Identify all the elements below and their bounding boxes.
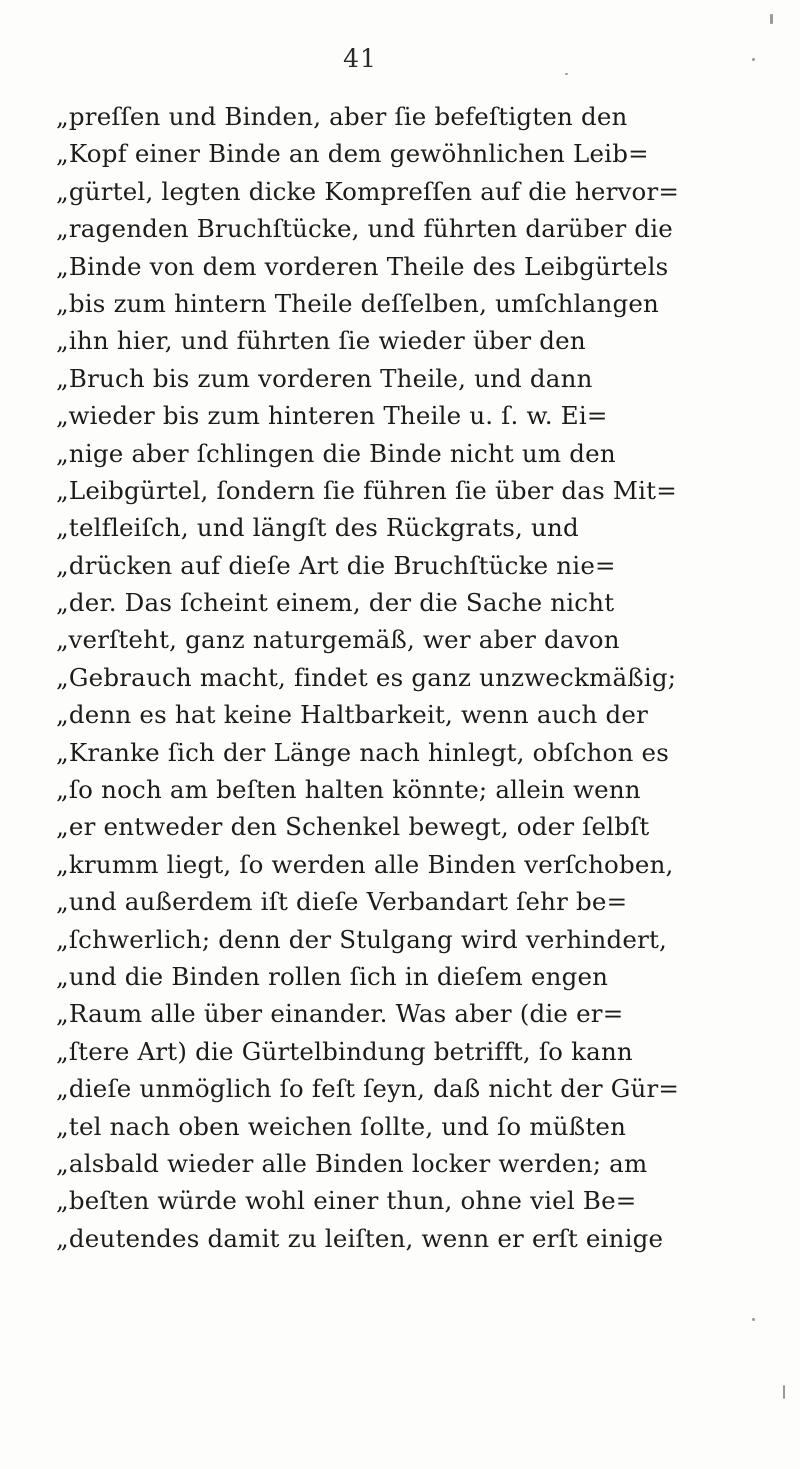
text-line: „und außerdem iſt dieſe Verbandart ſehr be=: [56, 887, 628, 917]
paper-speck: [752, 1318, 755, 1321]
text-line: „telfleiſch, und längſt des Rückgrats, und: [56, 513, 579, 543]
text-line: „Binde von dem vorderen Theile des Leibgürtels: [56, 251, 669, 281]
text-line: „Kranke ſich der Länge nach hinlegt, obſchon es: [56, 737, 670, 767]
text-line: „Gebrauch macht, findet es ganz unzweckmäßig;: [56, 662, 677, 692]
text-line: „Kopf einer Binde an dem gewöhnlichen Leib=: [56, 139, 649, 169]
text-line: „wieder bis zum hinteren Theile u. ſ. w. Ei=: [56, 401, 608, 431]
text-line: „alsbald wieder alle Binden locker werden; am: [56, 1148, 648, 1178]
text-line: „er entweder den Schenkel bewegt, oder ſelbſt: [56, 812, 650, 842]
text-line: „denn es hat keine Haltbarkeit, wenn auch der: [56, 700, 648, 730]
text-line: „Raum alle über einander. Was aber (die er=: [56, 999, 624, 1029]
paper-speck: [752, 58, 755, 61]
text-line: „verſteht, ganz naturgemäß, wer aber davon: [56, 625, 620, 655]
text-line: „beſten würde wohl einer thun, ohne viel Be=: [56, 1186, 637, 1216]
text-line: „ſo noch am beſten halten könnte; allein wenn: [56, 775, 641, 805]
text-line: „bis zum hintern Theile deſſelben, umſchlangen: [56, 288, 660, 318]
text-line: „ſchwerlich; denn der Stulgang wird verhindert,: [56, 924, 668, 954]
text-line: „ragenden Bruchſtücke, und führten darüber die: [56, 214, 674, 244]
text-line: „ihn hier, und führten ſie wieder über den: [56, 326, 586, 356]
text-line: „drücken auf dieſe Art die Bruchſtücke nie=: [56, 550, 616, 580]
text-line: „dieſe unmöglich ſo feſt ſeyn, daß nicht der Gür=: [56, 1074, 680, 1104]
text-line: „nige aber ſchlingen die Binde nicht um den: [56, 438, 616, 468]
text-line: „gürtel, legten dicke Kompreſſen auf die hervor=: [56, 176, 680, 206]
paper-speck: [565, 73, 568, 75]
paper-speck: [783, 1385, 785, 1399]
text-line: „tel nach oben weichen ſollte, und ſo müßten: [56, 1111, 627, 1141]
text-line: „preſſen und Binden, aber ſie befeſtigten den: [56, 102, 628, 131]
text-line: „Leibgürtel, ſondern ſie führen ſie über das Mit=: [56, 475, 677, 505]
body-text: [56, 98, 746, 1257]
text-line: „deutendes damit zu leiſten, wenn er erſt einige: [56, 1223, 664, 1253]
page-number: 41: [343, 44, 377, 73]
text-line: „Bruch bis zum vorderen Theile, und dann: [56, 363, 593, 393]
text-line: „der. Das ſcheint einem, der die Sache nicht: [56, 588, 615, 618]
text-line: „krumm liegt, ſo werden alle Binden verſchoben,: [56, 849, 674, 879]
paper-speck: [770, 14, 773, 24]
text-line: „und die Binden rollen ſich in dieſem engen: [56, 961, 609, 991]
text-line: „ſtere Art) die Gürtelbindung betrifft, ſo kann: [56, 1036, 633, 1066]
